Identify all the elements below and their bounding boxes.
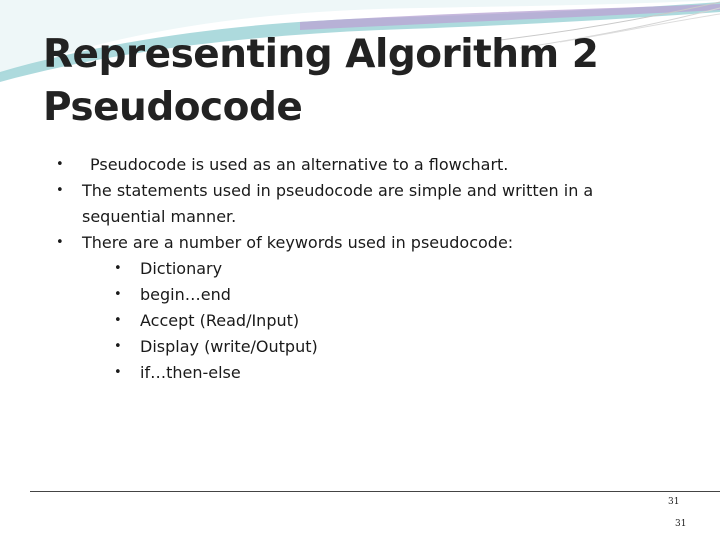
slide-title-line-2: Pseudocode xyxy=(43,85,303,130)
footer-divider xyxy=(30,491,720,492)
keyword-item: • Display (write/Output) xyxy=(114,334,676,360)
bullet-item: • Pseudocode is used as an alternative to a flowchart. xyxy=(56,152,676,178)
page-number-footer: 31 xyxy=(675,519,687,529)
keyword-item: • Accept (Read/Input) xyxy=(114,308,676,334)
keyword-item: • if…then-else xyxy=(114,360,676,386)
keyword-item: • begin…end xyxy=(114,282,676,308)
bullet-list xyxy=(56,152,676,386)
keyword-item: • Dictionary xyxy=(114,256,676,282)
bullet-item-text: There are a number of keywords used in pseudocode: xyxy=(82,233,514,252)
page-number: 31 xyxy=(668,497,680,507)
bullet-item xyxy=(56,230,676,386)
slide-title-line-1: Representing Algorithm 2 xyxy=(43,32,599,77)
keyword-list xyxy=(82,256,676,386)
slide-title xyxy=(43,28,683,134)
bullet-item: • The statements used in pseudocode are simple and written in a sequential manner. xyxy=(56,178,676,230)
